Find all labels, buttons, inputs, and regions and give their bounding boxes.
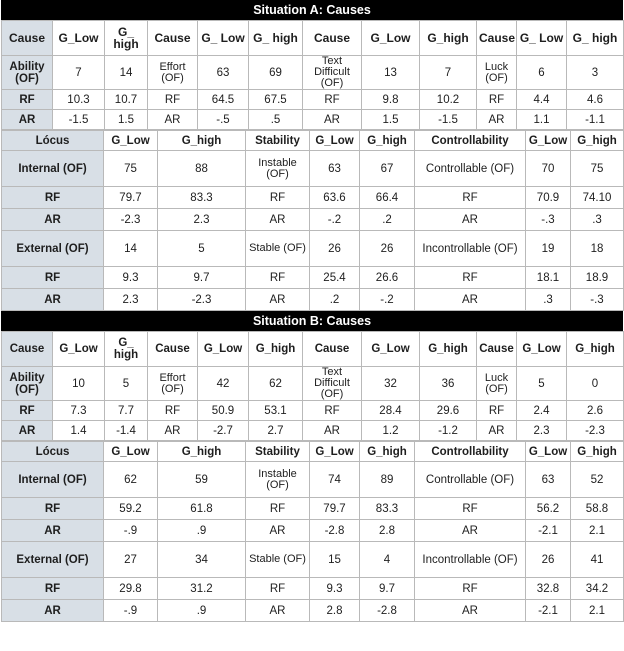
row-label: AR <box>2 209 104 231</box>
cell: 42 <box>198 367 249 401</box>
header-cell: G_high <box>420 21 477 56</box>
cell: 2.3 <box>104 289 158 311</box>
cell: 26 <box>310 231 360 267</box>
cell: Luck (OF) <box>477 367 517 401</box>
cell: Luck (OF) <box>477 56 517 90</box>
cell: 10.2 <box>420 90 477 110</box>
header-cell: G_Low <box>198 332 249 367</box>
causes-header-row <box>2 21 624 56</box>
cell: 52 <box>571 462 624 498</box>
header-cell: G_ high <box>567 21 624 56</box>
cell: 15 <box>310 542 360 578</box>
row-label: RF <box>2 187 104 209</box>
table-row <box>2 498 624 520</box>
row-label: External (OF) <box>2 231 104 267</box>
cell: RF <box>303 90 362 110</box>
header-cell: G_high <box>360 442 415 462</box>
cell: 2.3 <box>158 209 246 231</box>
cell: -2.3 <box>104 209 158 231</box>
cell: 0 <box>567 367 624 401</box>
header-cell: Cause <box>148 332 198 367</box>
cell: AR <box>415 289 526 311</box>
row-label: AR <box>2 289 104 311</box>
cell: 2.8 <box>310 600 360 622</box>
header-cell: G_Low <box>526 442 571 462</box>
cell: 67 <box>360 151 415 187</box>
header-cell: G_high <box>571 131 624 151</box>
header-cell: Lócus <box>2 131 104 151</box>
cell: Stable (OF) <box>246 231 310 267</box>
cell: Effort (OF) <box>148 367 198 401</box>
header-cell: G_Low <box>104 131 158 151</box>
cell: 14 <box>105 56 148 90</box>
cell: 89 <box>360 462 415 498</box>
cell: AR <box>246 209 310 231</box>
header-cell: Cause <box>2 332 53 367</box>
cell: AR <box>477 421 517 441</box>
cell: AR <box>246 289 310 311</box>
table-row <box>2 110 624 130</box>
cell: 1.4 <box>53 421 105 441</box>
cell: 70.9 <box>526 187 571 209</box>
cell: Incontrollable (OF) <box>415 542 526 578</box>
cell: RF <box>246 267 310 289</box>
row-label: RF <box>2 267 104 289</box>
cell: 83.3 <box>158 187 246 209</box>
cell: 1.5 <box>105 110 148 130</box>
table-row <box>2 367 624 401</box>
cell: .2 <box>360 209 415 231</box>
cell: 26 <box>526 542 571 578</box>
cell: 2.8 <box>360 520 415 542</box>
cell: Text Difficult (OF) <box>303 56 362 90</box>
cell: 36 <box>420 367 477 401</box>
cell: 10 <box>53 367 105 401</box>
cell: 6 <box>517 56 567 90</box>
cell: 14 <box>104 231 158 267</box>
cell: -.3 <box>571 289 624 311</box>
cell: -.2 <box>310 209 360 231</box>
header-cell: G_high <box>571 442 624 462</box>
cell: RF <box>477 401 517 421</box>
header-cell: G_ high <box>105 21 148 56</box>
cell: -1.1 <box>567 110 624 130</box>
row-label: RF <box>2 90 53 110</box>
cell: Effort (OF) <box>148 56 198 90</box>
cell: 25.4 <box>310 267 360 289</box>
cell: -1.5 <box>420 110 477 130</box>
header-cell: Controllability <box>415 131 526 151</box>
header-cell: G_high <box>158 442 246 462</box>
cell: RF <box>246 578 310 600</box>
cell: 56.2 <box>526 498 571 520</box>
cell: .5 <box>249 110 303 130</box>
header-cell: Controllability <box>415 442 526 462</box>
causes-header-row <box>2 332 624 367</box>
cell: -2.8 <box>310 520 360 542</box>
cell: 9.3 <box>310 578 360 600</box>
cell: 4 <box>360 542 415 578</box>
cell: -.2 <box>360 289 415 311</box>
table-row <box>2 462 624 498</box>
cell: 34.2 <box>571 578 624 600</box>
row-label: RF <box>2 498 104 520</box>
cell: -2.3 <box>158 289 246 311</box>
situation-a-causes-table <box>1 20 624 130</box>
cell: RF <box>148 90 198 110</box>
cell: 9.7 <box>158 267 246 289</box>
cell: AR <box>477 110 517 130</box>
situation-a-title: Situation A: Causes <box>1 0 623 20</box>
cell: 7.7 <box>105 401 148 421</box>
cell: 10.7 <box>105 90 148 110</box>
cell: Controllable (OF) <box>415 462 526 498</box>
cell: Stable (OF) <box>246 542 310 578</box>
header-cell: G_high <box>249 332 303 367</box>
cell: Incontrollable (OF) <box>415 231 526 267</box>
cell: 26.6 <box>360 267 415 289</box>
row-label: Ability (OF) <box>2 367 53 401</box>
cell: AR <box>148 110 198 130</box>
cell: 31.2 <box>158 578 246 600</box>
situation-b-causes-table <box>1 331 624 441</box>
cell: 34 <box>158 542 246 578</box>
cell: 62 <box>104 462 158 498</box>
cell: 3 <box>567 56 624 90</box>
row-label: AR <box>2 520 104 542</box>
table-row <box>2 542 624 578</box>
cell: .2 <box>310 289 360 311</box>
cell: .9 <box>158 520 246 542</box>
cell: -1.4 <box>105 421 148 441</box>
cell: RF <box>415 187 526 209</box>
cell: 62 <box>249 367 303 401</box>
cell: 1.1 <box>517 110 567 130</box>
cell: Instable (OF) <box>246 151 310 187</box>
header-cell: Lócus <box>2 442 104 462</box>
header-cell: G_Low <box>53 21 105 56</box>
cell: 32.8 <box>526 578 571 600</box>
cell: 63 <box>310 151 360 187</box>
cell: -2.7 <box>198 421 249 441</box>
cell: 9.8 <box>362 90 420 110</box>
cell: 2.1 <box>571 600 624 622</box>
header-cell: Stability <box>246 131 310 151</box>
cell: 7 <box>420 56 477 90</box>
cell: 2.6 <box>567 401 624 421</box>
cell: 69 <box>249 56 303 90</box>
cell: 18.1 <box>526 267 571 289</box>
dimensions-header-row <box>2 131 624 151</box>
cell: .9 <box>158 600 246 622</box>
cell: 70 <box>526 151 571 187</box>
table-row <box>2 187 624 209</box>
cell: 50.9 <box>198 401 249 421</box>
row-label: RF <box>2 578 104 600</box>
cell: 5 <box>105 367 148 401</box>
cell: 79.7 <box>104 187 158 209</box>
cell: 1.2 <box>362 421 420 441</box>
cell: 75 <box>571 151 624 187</box>
row-label: Internal (OF) <box>2 462 104 498</box>
row-label: RF <box>2 401 53 421</box>
cell: AR <box>303 110 362 130</box>
cell: 28.4 <box>362 401 420 421</box>
header-cell: Stability <box>246 442 310 462</box>
table-row <box>2 267 624 289</box>
situation-b-title: Situation B: Causes <box>1 311 623 331</box>
header-cell: G_ Low <box>198 21 249 56</box>
cell: 7.3 <box>53 401 105 421</box>
table-row <box>2 289 624 311</box>
header-cell: Cause <box>477 21 517 56</box>
cell: -2.1 <box>526 520 571 542</box>
header-cell: G_high <box>360 131 415 151</box>
cell: 10.3 <box>53 90 105 110</box>
cell: .3 <box>526 289 571 311</box>
cell: 1.5 <box>362 110 420 130</box>
header-cell: Cause <box>303 21 362 56</box>
cell: AR <box>246 520 310 542</box>
cell: 2.3 <box>517 421 567 441</box>
cell: 18 <box>571 231 624 267</box>
cell: AR <box>415 520 526 542</box>
cell: AR <box>246 600 310 622</box>
cell: 59 <box>158 462 246 498</box>
cell: 4.6 <box>567 90 624 110</box>
cell: RF <box>477 90 517 110</box>
cell: RF <box>246 498 310 520</box>
cell: RF <box>415 267 526 289</box>
header-cell: G_Low <box>362 332 420 367</box>
header-cell: Cause <box>2 21 53 56</box>
cell: 74.10 <box>571 187 624 209</box>
cell: 26 <box>360 231 415 267</box>
header-cell: G_ high <box>105 332 148 367</box>
cell: -.3 <box>526 209 571 231</box>
row-label: AR <box>2 421 53 441</box>
cell: 29.6 <box>420 401 477 421</box>
cell: -.9 <box>104 520 158 542</box>
cell: 18.9 <box>571 267 624 289</box>
cell: 27 <box>104 542 158 578</box>
cell: -2.3 <box>567 421 624 441</box>
row-label: Ability (OF) <box>2 56 53 90</box>
cell: 63 <box>526 462 571 498</box>
cell: AR <box>303 421 362 441</box>
cell: -.9 <box>104 600 158 622</box>
table-row <box>2 401 624 421</box>
header-cell: Cause <box>477 332 517 367</box>
cell: 9.7 <box>360 578 415 600</box>
header-cell: G_Low <box>310 442 360 462</box>
cell: 61.8 <box>158 498 246 520</box>
situation-a-dimensions-table <box>1 130 624 311</box>
table-row <box>2 231 624 267</box>
table-row <box>2 600 624 622</box>
cell: 79.7 <box>310 498 360 520</box>
table-row <box>2 151 624 187</box>
cell: AR <box>415 600 526 622</box>
table-row <box>2 421 624 441</box>
cell: 66.4 <box>360 187 415 209</box>
header-cell: Cause <box>148 21 198 56</box>
cell: RF <box>246 187 310 209</box>
row-label: Internal (OF) <box>2 151 104 187</box>
header-cell: G_ high <box>249 21 303 56</box>
header-cell: G_high <box>567 332 624 367</box>
cell: Instable (OF) <box>246 462 310 498</box>
cell: 32 <box>362 367 420 401</box>
row-label: AR <box>2 110 53 130</box>
header-cell: G_Low <box>53 332 105 367</box>
cell: 5 <box>158 231 246 267</box>
cell: 19 <box>526 231 571 267</box>
cell: 53.1 <box>249 401 303 421</box>
cell: 41 <box>571 542 624 578</box>
cell: RF <box>415 578 526 600</box>
cell: AR <box>415 209 526 231</box>
cell: 74 <box>310 462 360 498</box>
cell: 2.4 <box>517 401 567 421</box>
cell: 7 <box>53 56 105 90</box>
cell: Controllable (OF) <box>415 151 526 187</box>
cell: -1.5 <box>53 110 105 130</box>
table-row <box>2 520 624 542</box>
cell: .3 <box>571 209 624 231</box>
row-label: AR <box>2 600 104 622</box>
cell: 59.2 <box>104 498 158 520</box>
cell: 58.8 <box>571 498 624 520</box>
cell: 2.1 <box>571 520 624 542</box>
cell: 75 <box>104 151 158 187</box>
dimensions-header-row <box>2 442 624 462</box>
row-label: External (OF) <box>2 542 104 578</box>
cell: 5 <box>517 367 567 401</box>
cell: 29.8 <box>104 578 158 600</box>
situation-b-dimensions-table <box>1 441 624 622</box>
cell: RF <box>415 498 526 520</box>
cell: 13 <box>362 56 420 90</box>
cell: Text Difficult (OF) <box>303 367 362 401</box>
cell: -2.8 <box>360 600 415 622</box>
header-cell: G_high <box>158 131 246 151</box>
cell: RF <box>303 401 362 421</box>
cell: -1.2 <box>420 421 477 441</box>
cell: -2.1 <box>526 600 571 622</box>
cell: -.5 <box>198 110 249 130</box>
cell: 64.5 <box>198 90 249 110</box>
table-row <box>2 90 624 110</box>
cell: 2.7 <box>249 421 303 441</box>
header-cell: G_Low <box>104 442 158 462</box>
cell: RF <box>148 401 198 421</box>
cell: 83.3 <box>360 498 415 520</box>
header-cell: G_Low <box>310 131 360 151</box>
cell: 9.3 <box>104 267 158 289</box>
cell: 63 <box>198 56 249 90</box>
cell: AR <box>148 421 198 441</box>
table-row <box>2 56 624 90</box>
header-cell: G_high <box>420 332 477 367</box>
cell: 63.6 <box>310 187 360 209</box>
cell: 88 <box>158 151 246 187</box>
header-cell: G_Low <box>526 131 571 151</box>
header-cell: G_Low <box>362 21 420 56</box>
cell: 67.5 <box>249 90 303 110</box>
header-cell: G_ Low <box>517 21 567 56</box>
header-cell: Cause <box>303 332 362 367</box>
header-cell: G_Low <box>517 332 567 367</box>
cell: 4.4 <box>517 90 567 110</box>
table-row <box>2 209 624 231</box>
table-row <box>2 578 624 600</box>
